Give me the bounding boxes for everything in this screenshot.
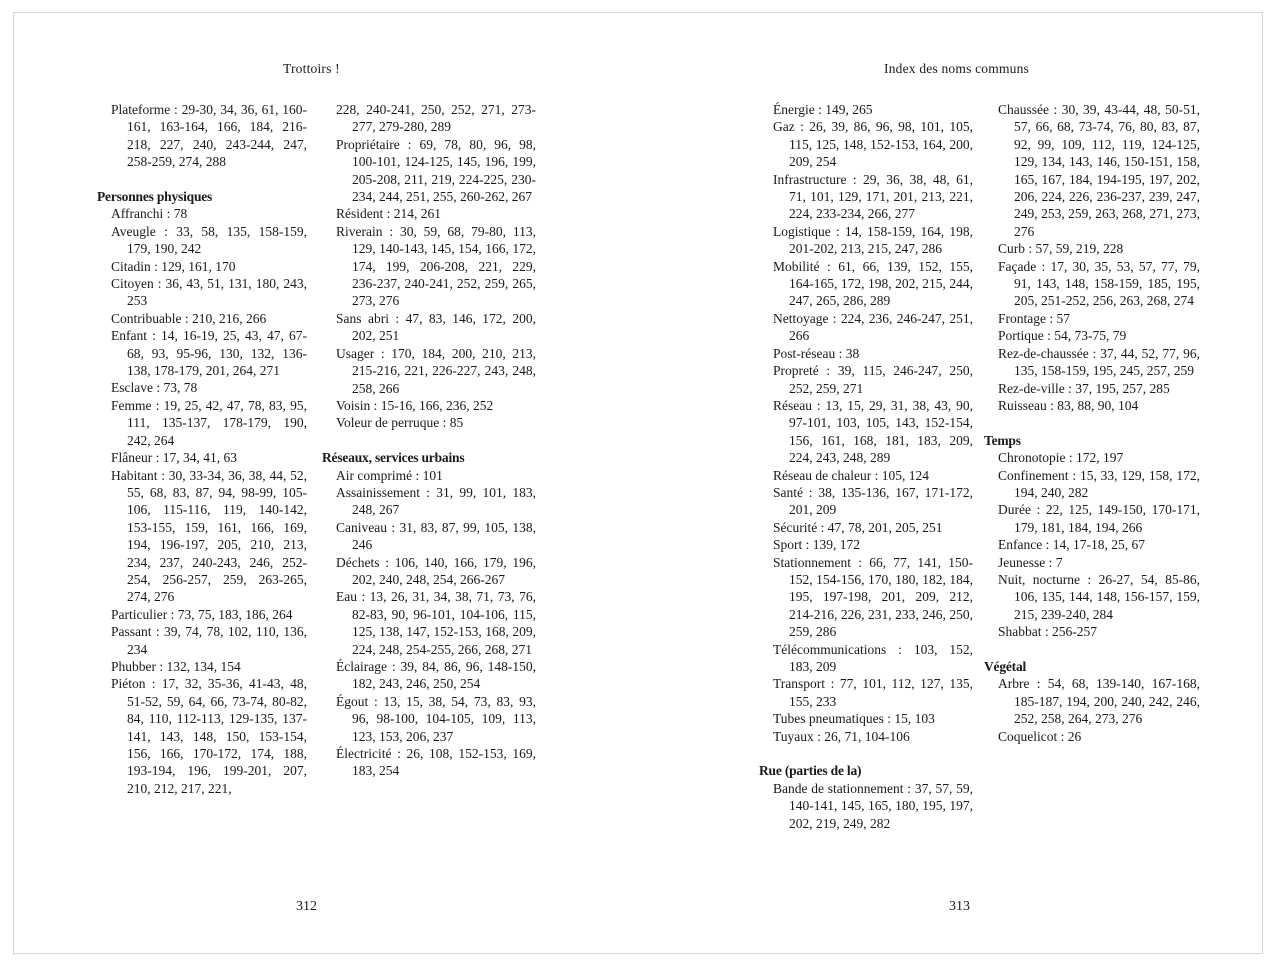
index-entry: Eau : 13, 26, 31, 34, 38, 71, 73, 76, 82-83, 90, 96-101, 104-106, 115, 125, 138, 147, 152-153, 168, 209, 224, 248, 254-255, 266, 268, 271 [336,589,536,657]
index-column [984,101,1200,745]
index-entry: Tubes pneumatiques : 15, 103 [773,711,935,727]
index-entry: Infrastructure : 29, 36, 38, 48, 61, 71, 101, 129, 171, 201, 213, 221, 224, 233-234, 266, 277 [773,171,973,222]
section-heading: Végétal [984,658,1027,674]
index-entry: Logistique : 14, 158-159, 164, 198, 201-202, 213, 215, 247, 286 [773,223,973,257]
index-entry: Résident : 214, 261 [336,206,441,222]
index-entry: Usager : 170, 184, 200, 210, 213, 215-216, 221, 226-227, 243, 248, 258, 266 [336,345,536,396]
index-entry: Rez-de-chaussée : 37, 44, 52, 77, 96, 135, 158-159, 195, 245, 257, 259 [998,345,1200,379]
index-entry: Propreté : 39, 115, 246-247, 250, 252, 259, 271 [773,363,973,396]
index-entry: Citoyen : 36, 43, 51, 131, 180, 243, 253 [111,276,307,309]
index-section [984,432,1200,641]
index-entry: Réseau : 13, 15, 29, 31, 38, 43, 90, 97-101, 103, 105, 143, 152-154, 156, 161, 168, 181, 183, 209, 224, 243, 248, 289 [773,397,973,466]
index-entry: Propriétaire : 69, 78, 80, 96, 98, 100-101, 124-125, 145, 196, 199, 205-208, 211, 219, 224-225, 230-234, 244, 251, 255, 260-262, 267 [336,136,536,205]
index-entry: Transport : 77, 101, 112, 127, 135, 155, 233 [773,676,973,709]
index-entry: Chaussée : 30, 39, 43-44, 48, 50-51, 57, 66, 68, 73-74, 76, 80, 83, 87, 92, 99, 109, 112, 119, 124-125, 129, 134, 143, 146, 150-151, 158, 165, 167, 184, 194-195, 197, 202, 206, 224, 226, 236-237, 239, 247, 249, 253, 259, 263, 268, 271, 273, 276 [998,102,1200,239]
right-page [638,13,1262,953]
index-entry: Stationnement : 66, 77, 141, 150-152, 154-156, 170, 180, 182, 184, 195, 197-198, 201, 209, 212, 214-216, 226, 231, 233, 246, 250, 259, 286 [773,554,973,640]
index-section [759,762,973,832]
index-entry: Aveugle : 33, 58, 135, 158-159, 179, 190, 242 [111,223,307,257]
index-entry: Jeunesse : 7 [998,554,1063,570]
section-heading: Réseaux, services urbains [322,450,465,466]
index-section [97,188,307,797]
index-entry: Réseau de chaleur : 105, 124 [773,467,929,483]
index-entry: Électricité : 26, 108, 152-153, 169, 183, 254 [336,746,536,779]
index-entry: Piéton : 17, 32, 35-36, 41-43, 48, 51-52, 59, 64, 66, 73-74, 80-82, 84, 110, 112-113, 129-135, 137-141, 143, 148, 150, 153-154, 156, 166, 170-172, 174, 188, 193-194, 196, 199-201, 207, 210, 212, 217, 221, [111,676,307,796]
index-entry: Éclairage : 39, 84, 86, 96, 148-150, 182, 243, 246, 250, 254 [336,658,536,692]
section-heading: Temps [984,432,1021,448]
index-entry: Particulier : 73, 75, 183, 186, 264 [111,606,293,622]
index-entry: Citadin : 129, 161, 170 [111,258,236,274]
index-entry: Curb : 57, 59, 219, 228 [998,241,1124,257]
index-entry: Ruisseau : 83, 88, 90, 104 [998,397,1139,413]
index-entry: Sport : 139, 172 [773,537,861,553]
index-entry: Déchets : 106, 140, 166, 179, 196, 202, 240, 248, 254, 266-267 [336,554,536,587]
index-entry: Rez-de-ville : 37, 195, 257, 285 [998,380,1170,396]
index-column [322,101,536,780]
index-entry: Voleur de perruque : 85 [336,415,464,431]
index-entry: Riverain : 30, 59, 68, 79-80, 113, 129, 140-143, 145, 154, 166, 172, 174, 199, 206-208, 221, 229, 236-237, 240-241, 252, 259, 265, 273, 276 [336,223,536,309]
index-entry: Sécurité : 47, 78, 201, 205, 251 [773,519,943,535]
index-entry: Santé : 38, 135-136, 167, 171-172, 201, 209 [773,484,973,518]
index-entry: Confinement : 15, 33, 129, 158, 172, 194, 240, 282 [998,467,1200,500]
index-entry: Affranchi : 78 [111,206,188,222]
index-entry-continued: 228, 240-241, 250, 252, 271, 273-277, 279-280, 289 [336,102,536,135]
index-section [984,658,1200,745]
index-entry: Bande de stationnement : 37, 57, 59, 140-141, 145, 165, 180, 195, 197, 202, 219, 249, 282 [773,780,973,831]
index-entry: Assainissement : 31, 99, 101, 183, 248, 267 [336,484,536,518]
index-entry: Nettoyage : 224, 236, 246-247, 251, 266 [773,310,973,344]
running-head: Trottoirs ! [283,61,340,76]
index-entry: Nuit, nocturne : 26-27, 54, 85-86, 106, 135, 144, 148, 156-157, 159, 215, 239-240, 284 [998,571,1200,622]
index-entry: Tuyaux : 26, 71, 104-106 [773,728,910,744]
index-entry: Shabbat : 256-257 [998,624,1097,640]
index-entry: Durée : 22, 125, 149-150, 170-171, 179, 181, 184, 194, 266 [998,502,1200,535]
page-number: 313 [949,899,970,914]
index-entry: Portique : 54, 73-75, 79 [998,328,1127,344]
index-column [759,101,973,832]
left-page [14,13,638,953]
index-entry: Post-réseau : 38 [773,345,860,361]
index-entry: Façade : 17, 30, 35, 53, 57, 77, 79, 91, 143, 148, 158-159, 185, 195, 205, 251-252, 256, 263, 268, 274 [998,258,1200,309]
index-entry: Air comprimé : 101 [336,467,443,483]
index-column [97,101,307,797]
index-entry: Femme : 19, 25, 42, 47, 78, 83, 95, 111, 135-137, 178-179, 190, 242, 264 [111,397,307,448]
index-entry: Égout : 13, 15, 38, 54, 73, 83, 93, 96, 98-100, 104-105, 109, 113, 123, 153, 206, 237 [336,693,536,744]
index-entry: Énergie : 149, 265 [773,102,873,117]
running-head: Index des noms communs [884,61,1030,76]
index-entry: Caniveau : 31, 83, 87, 99, 105, 138, 246 [336,519,536,553]
index-entry: Mobilité : 61, 66, 139, 152, 155, 164-165, 172, 198, 202, 215, 244, 247, 265, 286, 289 [773,258,973,309]
index-entry: Coquelicot : 26 [998,728,1082,744]
index-entry: Flâneur : 17, 34, 41, 63 [111,450,237,466]
index-entry: Plateforme : 29-30, 34, 36, 61, 160-161, 163-164, 166, 184, 216-218, 227, 240, 243-244, 247, 258-259, 274, 288 [111,102,307,170]
index-entry: Chronotopie : 172, 197 [998,450,1124,466]
index-entry: Esclave : 73, 78 [111,380,198,396]
section-heading: Personnes physiques [97,189,213,205]
page-number: 312 [296,899,317,914]
index-entry: Habitant : 30, 33-34, 36, 38, 44, 52, 55, 68, 83, 87, 94, 98-99, 105-106, 115-116, 119, 140-142, 153-155, 159, 161, 166, 169, 194, 196-197, 205, 210, 213, 234, 237, 240-243, 246, 252-254, 256-257, 259, 263-265, 274, 276 [111,467,307,605]
index-entry: Télécommunications : 103, 152, 183, 209 [773,641,973,674]
index-entry: Sans abri : 47, 83, 146, 172, 200, 202, 251 [336,310,536,344]
index-entry: Contribuable : 210, 216, 266 [111,310,267,326]
index-entry: Voisin : 15-16, 166, 236, 252 [336,397,494,413]
index-entry: Enfance : 14, 17-18, 25, 67 [998,537,1145,553]
book-spread [13,12,1263,954]
index-entry: Phubber : 132, 134, 154 [111,658,241,674]
section-heading: Rue (parties de la) [759,763,862,779]
index-entry: Passant : 39, 74, 78, 102, 110, 136, 234 [111,624,307,657]
index-section [322,449,536,780]
index-entry: Arbre : 54, 68, 139-140, 167-168, 185-187, 194, 200, 240, 242, 246, 252, 258, 264, 273, 276 [998,676,1200,727]
index-entry: Gaz : 26, 39, 86, 96, 98, 101, 105, 115, 125, 148, 152-153, 164, 200, 209, 254 [773,119,973,170]
index-entry: Frontage : 57 [998,310,1070,326]
index-entry: Enfant : 14, 16-19, 25, 43, 47, 67-68, 93, 95-96, 130, 132, 136-138, 178-179, 201, 264, 271 [111,328,307,379]
